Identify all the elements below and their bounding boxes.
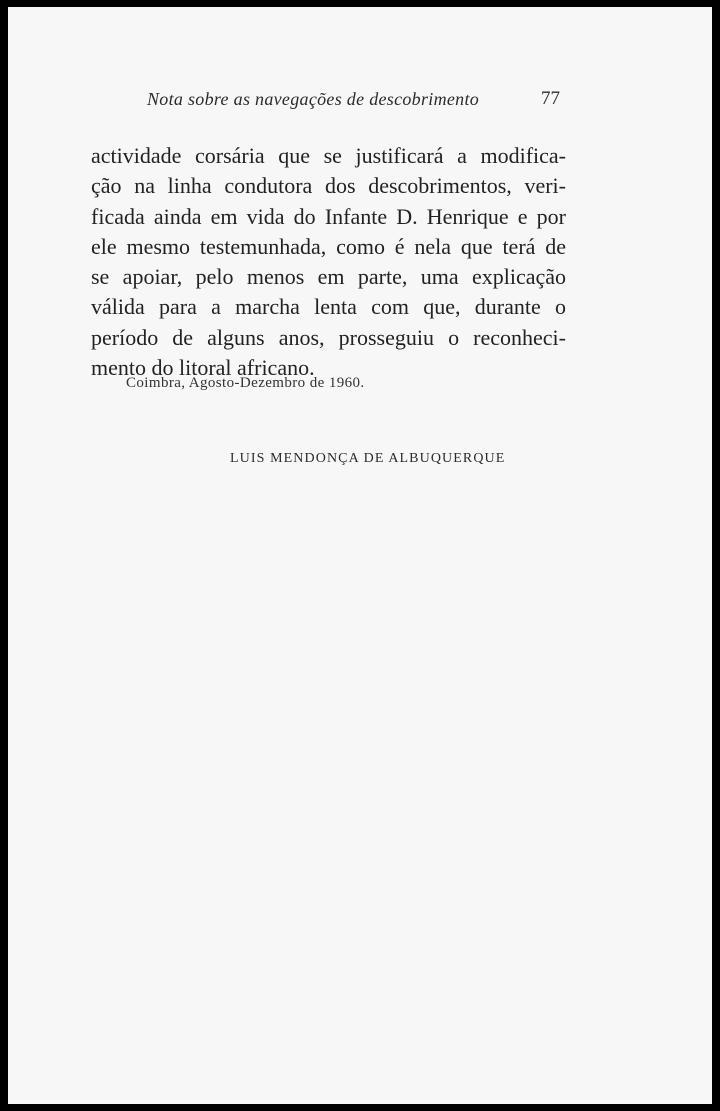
author-signature: LUIS MENDONÇA DE ALBUQUERQUE: [230, 451, 506, 466]
page-number: 77: [541, 88, 560, 109]
body-line: válida para a marcha lenta com que, durante o: [91, 294, 566, 320]
body-line: mento do litoral africano.: [91, 355, 315, 381]
body-paragraph: [91, 141, 566, 383]
body-line: período de alguns anos, prosseguiu o reconheci-: [91, 324, 566, 350]
body-line: ficada ainda em vida do Infante D. Henrique e por: [91, 203, 566, 229]
body-line: ele mesmo testemunhada, como é nela que terá de: [91, 233, 566, 259]
place-and-date: Coimbra, Agosto-Dezembro de 1960.: [126, 375, 365, 391]
running-header-title: Nota sobre as navegações de descobrimento: [147, 89, 480, 109]
body-line: ção na linha condutora dos descobrimentos, veri-: [91, 173, 566, 199]
body-line: se apoiar, pelo menos em parte, uma explicação: [91, 264, 566, 290]
body-line: actividade corsária que se justificará a modifica-: [91, 143, 566, 168]
book-page: [8, 7, 712, 1104]
